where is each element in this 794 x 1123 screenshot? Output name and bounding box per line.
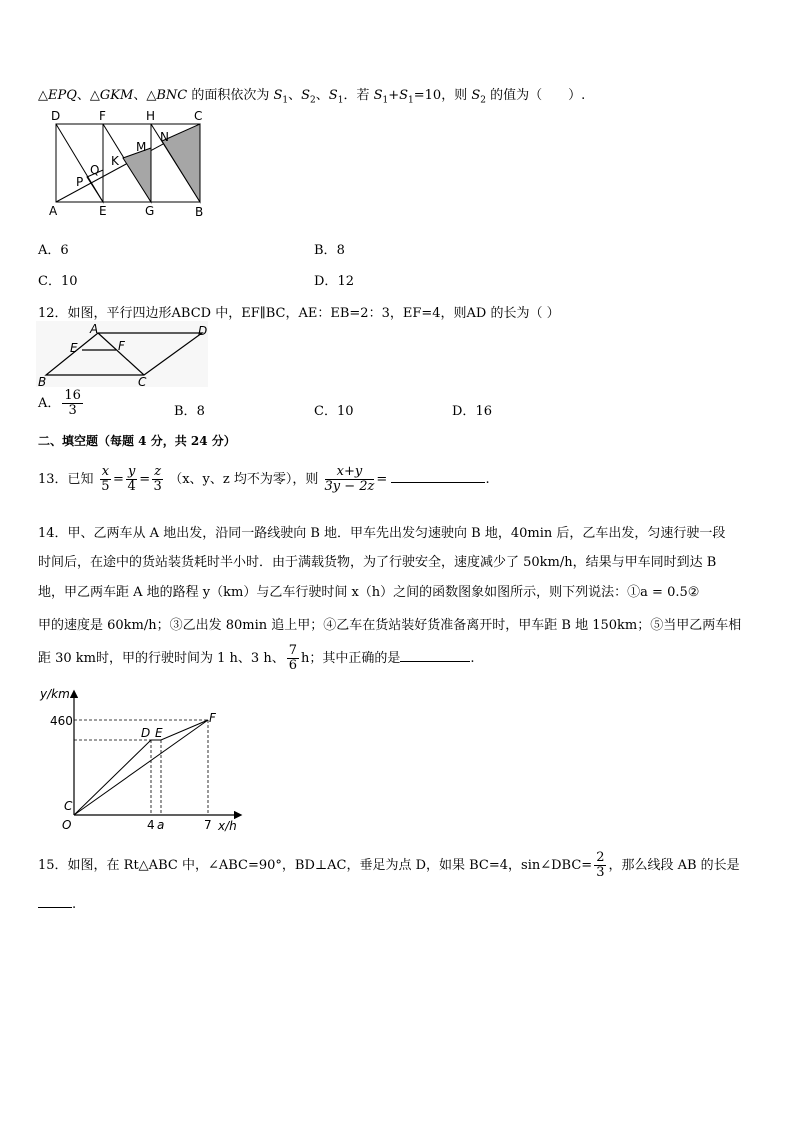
separator: 、	[315, 88, 329, 103]
answer-blank[interactable]	[38, 907, 72, 908]
subscript: 2	[480, 95, 486, 106]
option-value: 6	[60, 243, 69, 258]
option-value: 10	[336, 404, 354, 419]
q13-statement	[38, 465, 490, 494]
point-f-label: F	[209, 711, 216, 725]
s-symbol: S	[399, 88, 409, 103]
label-g: G	[145, 204, 155, 218]
label-c: C	[138, 375, 147, 389]
period: .	[72, 897, 77, 912]
y-tick-460: 460	[50, 714, 73, 728]
option-value: 10	[60, 274, 78, 289]
answer-blank[interactable]	[400, 661, 470, 662]
subscript: 1	[337, 95, 344, 106]
option-letter: D．	[452, 404, 476, 419]
q15-statement	[38, 851, 740, 880]
q11-option-c	[38, 270, 78, 289]
x-tick-4: 4	[147, 818, 155, 832]
q11-option-d	[314, 270, 354, 289]
option-value: 16	[475, 404, 492, 419]
option-letter: C．	[314, 404, 337, 419]
q14-text: h；其中正确的是	[300, 651, 401, 666]
q14-graph	[34, 684, 248, 836]
option-letter: D．	[314, 274, 338, 289]
origin-label: O	[62, 818, 72, 832]
section-heading: 二、填空题（每题 4 分，共 24 分）	[38, 434, 236, 448]
label-b: B	[195, 205, 204, 219]
separator: 、	[288, 88, 302, 103]
label-e: E	[99, 204, 107, 218]
label-a: A	[90, 322, 99, 336]
plus: +	[388, 88, 400, 103]
option-value: 8	[336, 243, 345, 258]
label-c: C	[194, 109, 203, 123]
denominator: 3y − 2z	[324, 479, 375, 494]
option-value: 12	[337, 274, 354, 289]
fraction-x-5	[100, 465, 111, 494]
x-tick-a: a	[157, 818, 165, 832]
q15-text: 15．如图，在 Rt△ABC 中，∠ABC=90°，BD⊥AC，垂足为点 D，如果 BC=4，sin∠DBC=	[38, 858, 593, 873]
fraction-2-3	[594, 851, 606, 880]
q11-statement	[38, 84, 585, 106]
q12-option-a	[38, 389, 85, 418]
label-h: H	[146, 109, 156, 123]
equals: =	[139, 472, 151, 487]
q13-note: （x、y、z 均不为零），则	[169, 472, 319, 487]
label-b: B	[38, 375, 47, 389]
triangle-gkm: △GKM	[89, 88, 134, 103]
q14-line-5	[38, 644, 475, 673]
subscript: 1	[382, 95, 389, 106]
option-value: 8	[196, 404, 205, 419]
point-c-label: C	[64, 799, 73, 813]
x-tick-7: 7	[204, 818, 212, 832]
q15-text: ，那么线段 AB 的长是	[608, 858, 740, 873]
numerator: y	[127, 464, 136, 479]
q14-text: 距 30 km时，甲的行驶时间为 1 h、3 h、	[38, 651, 285, 666]
denominator: 3	[68, 403, 77, 418]
q12-option-b	[174, 400, 205, 419]
point-e-label: E	[155, 726, 163, 740]
numerator: x+y	[325, 465, 375, 480]
s-symbol: S	[301, 88, 311, 103]
q11-text: 的值为（ ）.	[485, 88, 586, 103]
numerator: 7	[288, 643, 297, 658]
q11-option-a	[38, 239, 69, 258]
x-axis-label: x/h	[218, 819, 237, 833]
q13-number: 13．已知	[38, 472, 94, 487]
q14-line-3: 地，甲乙两车距 A 地的路程 y（km）与乙车行驶时间 x（h）之间的函数图象如图所示，则下列说法：①a = 0.5②	[38, 585, 700, 600]
denominator: 3	[596, 865, 605, 880]
label-k: K	[111, 154, 119, 168]
q11-text: =10，则	[413, 88, 472, 103]
q12-option-d	[452, 400, 492, 419]
option-letter: C．	[38, 274, 61, 289]
fraction-7-6	[287, 644, 299, 673]
q12-statement: 12．如图，平行四边形ABCD 中，EF∥BC，AE：EB=2：3，EF=4，则AD 的长为（ ）	[38, 306, 560, 321]
answer-blank[interactable]	[391, 482, 485, 483]
separator: 、	[76, 88, 90, 103]
q11-figure	[44, 106, 214, 222]
q15-answer-line	[38, 897, 76, 912]
q11-text: ．若	[343, 88, 374, 103]
numerator: x	[101, 464, 110, 479]
q14-line-2: 时间后，在途中的货站装货耗时半小时．由于满载货物，为了行驶安全，速度减少了 50km/h，结果与甲车同时到达 B	[38, 555, 717, 570]
label-f: F	[99, 109, 106, 123]
separator: 、	[133, 88, 147, 103]
option-letter: A．	[38, 243, 61, 258]
q11-option-b	[314, 239, 345, 258]
denominator: 4	[127, 479, 136, 494]
q14-line-4: 甲的速度是 60km/h；③乙出发 80min 追上甲；④乙车在货站装好货准备离开时，甲车距 B 地 150km；⑤当甲乙两车相	[38, 618, 742, 633]
triangle-epq: △EPQ	[38, 88, 77, 103]
period: .	[485, 472, 490, 487]
subscript: 2	[310, 95, 316, 106]
denominator: 3	[153, 479, 162, 494]
label-d: D	[198, 324, 208, 338]
fraction-y-4	[126, 465, 137, 494]
equals: =	[376, 472, 388, 487]
label-q: Q	[90, 163, 100, 177]
option-letter: A．	[38, 396, 61, 411]
option-letter: B．	[314, 243, 337, 258]
point-d-label: D	[141, 726, 151, 740]
numerator: 16	[64, 388, 81, 403]
denominator: 6	[288, 658, 297, 673]
label-n: N	[160, 130, 169, 144]
s-symbol: S	[328, 88, 338, 103]
option-letter: B．	[174, 404, 197, 419]
s-symbol: S	[273, 88, 283, 103]
q14-line-1: 14．甲、乙两车从 A 地出发，沿同一路线驶向 B 地．甲车先出发匀速驶向 B 地，40min 后，乙车出发，匀速行驶一段	[38, 526, 726, 541]
shaded-triangle-gkm	[123, 148, 151, 202]
q12-figure	[36, 321, 212, 391]
period: .	[470, 651, 475, 666]
q12-option-c	[314, 400, 354, 419]
fraction-expression	[325, 465, 375, 494]
q11-text: 的面积依次为	[187, 88, 274, 103]
denominator: 5	[101, 479, 110, 494]
label-p: P	[76, 175, 84, 189]
subscript: 1	[282, 95, 289, 106]
label-d: D	[51, 109, 61, 123]
s-symbol: S	[373, 88, 383, 103]
fraction-16-3	[62, 389, 83, 418]
s-symbol: S	[471, 88, 481, 103]
label-m: M	[136, 140, 147, 154]
label-a: A	[49, 204, 58, 218]
numerator: 2	[596, 850, 605, 865]
label-f: F	[118, 339, 125, 353]
y-axis-label: y/km	[40, 687, 70, 701]
equals: =	[113, 472, 124, 487]
label-e: E	[70, 341, 78, 355]
fraction-z-3	[152, 465, 163, 494]
subscript: 1	[408, 95, 414, 106]
triangle-bnc: △BNC	[146, 88, 188, 103]
numerator: z	[154, 464, 162, 479]
